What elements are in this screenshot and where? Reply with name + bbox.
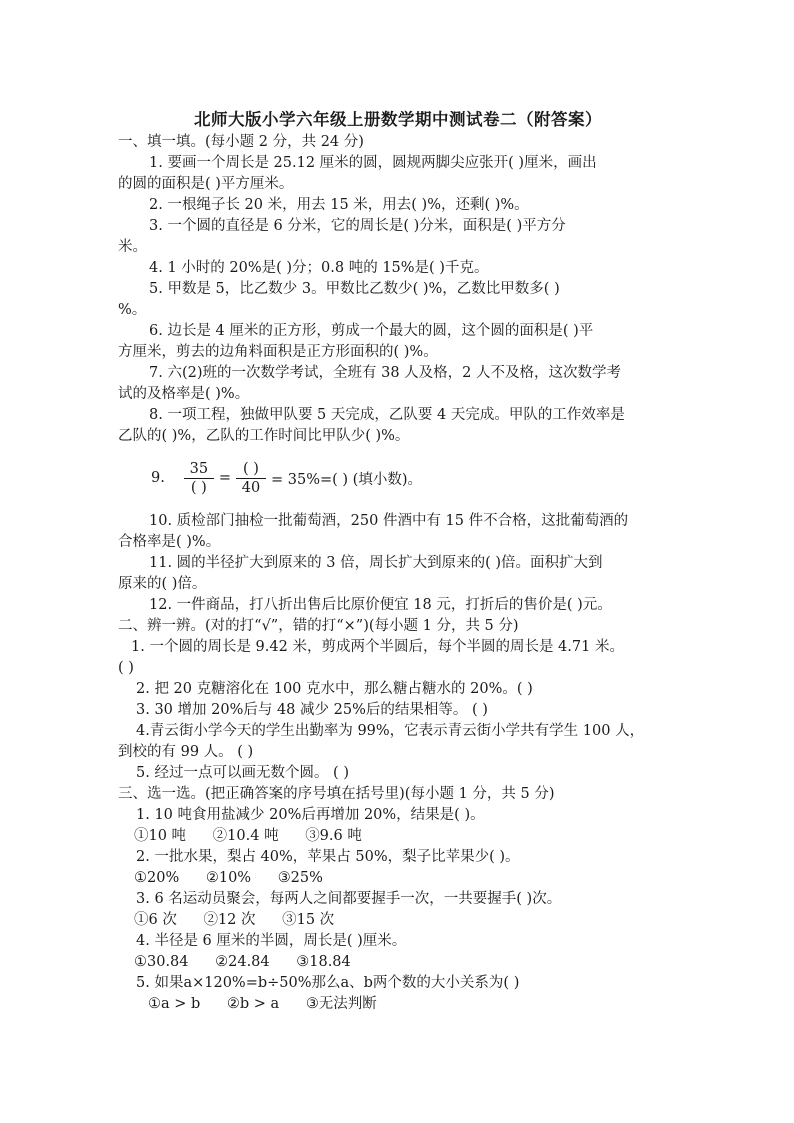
s1-q9-number: 9. — [151, 470, 165, 486]
s3-q1: 1. 10 吨食用盐减少 20%后再增加 20%，结果是( )。 — [136, 807, 485, 823]
s3-q2-options — [118, 868, 678, 889]
s3-q1-options — [118, 826, 678, 847]
s1-q11-line1: 11. 圆的半径扩大到原来的 3 倍，周长扩大到原来的( )倍。面积扩大到 — [149, 555, 603, 571]
option: ③无法判断 — [305, 996, 377, 1012]
fraction-1 — [184, 460, 214, 497]
s2-q4-line2: 到校的有 99 人。 ( ) — [118, 744, 254, 760]
s3-q2: 2. 一批水果，梨占 40%，苹果占 50%，梨子比苹果少( )。 — [136, 849, 520, 865]
s1-q12: 12. 一件商品，打八折出售后比原价便宜 18 元，打折后的售价是( )元。 — [149, 597, 612, 613]
s3-q4-options — [118, 952, 678, 973]
option: ②10% — [205, 870, 252, 886]
s3-q5-options — [118, 994, 678, 1015]
section-1-heading: 一、填一填。(每小题 2 分，共 24 分) — [118, 134, 364, 150]
fraction-1-denominator: ( ) — [190, 479, 207, 496]
s1-q9-equation — [118, 449, 678, 507]
s1-q5-line2: %。 — [118, 302, 147, 318]
option: ①30.84 — [134, 954, 189, 970]
s2-q4-line1: 4.青云街小学今天的学生出勤率为 99%，它表示青云街小学共有学生 100 人， — [136, 723, 645, 739]
s1-q3-line1: 3. 一个圆的直径是 6 分米，它的周长是( )分米，面积是( )平方分 — [149, 218, 566, 234]
s1-q9-rest: = 35%=( ) (填小数)。 — [271, 471, 422, 488]
s1-q10-line2: 合格率是( )%。 — [118, 534, 221, 550]
s1-q8-line1: 8. 一项工程，独做甲队要 5 天完成，乙队要 4 天完成。甲队的工作效率是 — [149, 407, 625, 423]
option: ①10 吨 — [134, 828, 187, 844]
s2-q5: 5. 经过一点可以画无数个圆。 ( ) — [136, 765, 349, 781]
s1-q5-line1: 5. 甲数是 5，比乙数少 3。甲数比乙数少( )%，乙数比甲数多( ) — [149, 281, 560, 297]
s1-q11-line2: 原来的( )倍。 — [118, 576, 207, 592]
fraction-2-numerator: ( ) — [236, 460, 266, 479]
option: ②12 次 — [203, 912, 256, 928]
option: ②10.4 吨 — [212, 828, 279, 844]
s2-q3: 3. 30 增加 20%后与 48 减少 25%后的结果相等。 ( ) — [136, 702, 488, 718]
s1-q6-line1: 6. 边长是 4 厘米的正方形，剪成一个最大的圆，这个圆的面积是( )平 — [149, 323, 594, 339]
option: ③9.6 吨 — [305, 828, 362, 844]
s3-q4: 4. 半径是 6 厘米的半圆，周长是( )厘米。 — [136, 933, 407, 949]
option: ①20% — [134, 870, 180, 886]
option: ①6 次 — [134, 912, 177, 928]
section-3-heading: 三、选一选。(把正确答案的序号填在括号里)(每小题 1 分，共 5 分) — [118, 786, 555, 802]
option: ①a > b — [148, 996, 201, 1012]
option: ③18.84 — [296, 954, 351, 970]
section-2-heading: 二、辨一辨。(对的打“√”，错的打“×”)(每小题 1 分，共 5 分) — [118, 618, 519, 634]
option: ②b > a — [226, 996, 280, 1012]
s2-q1-line1: 1. 一个圆的周长是 9.42 米，剪成两个半圆后，每个半圆的周长是 4.71 米。 — [131, 639, 624, 655]
page-title: 北师大版小学六年级上册数学期中测试卷二（附答案） — [194, 110, 602, 129]
s1-q8-line2: 乙队的( )%，乙队的工作时间比甲队少( )%。 — [118, 428, 410, 444]
option: ②24.84 — [215, 954, 270, 970]
s3-q5: 5. 如果a×120%=b÷50%那么a、b两个数的大小关系为( ) — [136, 975, 520, 991]
s1-q10-line1: 10. 质检部门抽检一批葡萄酒，250 件酒中有 15 件不合格，这批葡萄酒的 — [149, 513, 629, 529]
s1-q7-line2: 试的及格率是( )%。 — [118, 386, 250, 402]
s1-q1-line1: 1. 要画一个周长是 25.12 厘米的圆，圆规两脚尖应张开( )厘米，画出 — [149, 155, 597, 171]
s1-q4: 4. 1 小时的 20%是( )分；0.8 吨的 15%是( )千克。 — [149, 260, 489, 276]
s2-q1-line2: ( ) — [118, 660, 134, 676]
s1-q7-line1: 7. 六(2)班的一次数学考试，全班有 38 人及格，2 人不及格，这次数学考 — [149, 365, 621, 381]
equals-sign: = — [218, 470, 231, 486]
s1-q3-line2: 米。 — [118, 239, 147, 255]
option: ③25% — [277, 870, 323, 886]
exam-page — [118, 98, 678, 1015]
fraction-2 — [236, 460, 266, 497]
option: ③15 次 — [282, 912, 335, 928]
s1-q1-line2: 的圆的面积是( )平方厘米。 — [118, 176, 294, 192]
fraction-2-denominator: 40 — [241, 479, 261, 496]
fraction-1-numerator: 35 — [184, 460, 214, 479]
s3-q3-options — [118, 910, 678, 931]
s1-q2: 2. 一根绳子长 20 米，用去 15 米，用去( )%，还剩( )%。 — [149, 197, 529, 213]
s2-q2: 2. 把 20 克糖溶化在 100 克水中，那么糖占糖水的 20%。( ) — [136, 681, 533, 697]
s3-q3: 3. 6 名运动员聚会，每两人之间都要握手一次，一共要握手( )次。 — [136, 891, 562, 907]
s1-q6-line2: 方厘米，剪去的边角料面积是正方形面积的( )%。 — [118, 344, 438, 360]
